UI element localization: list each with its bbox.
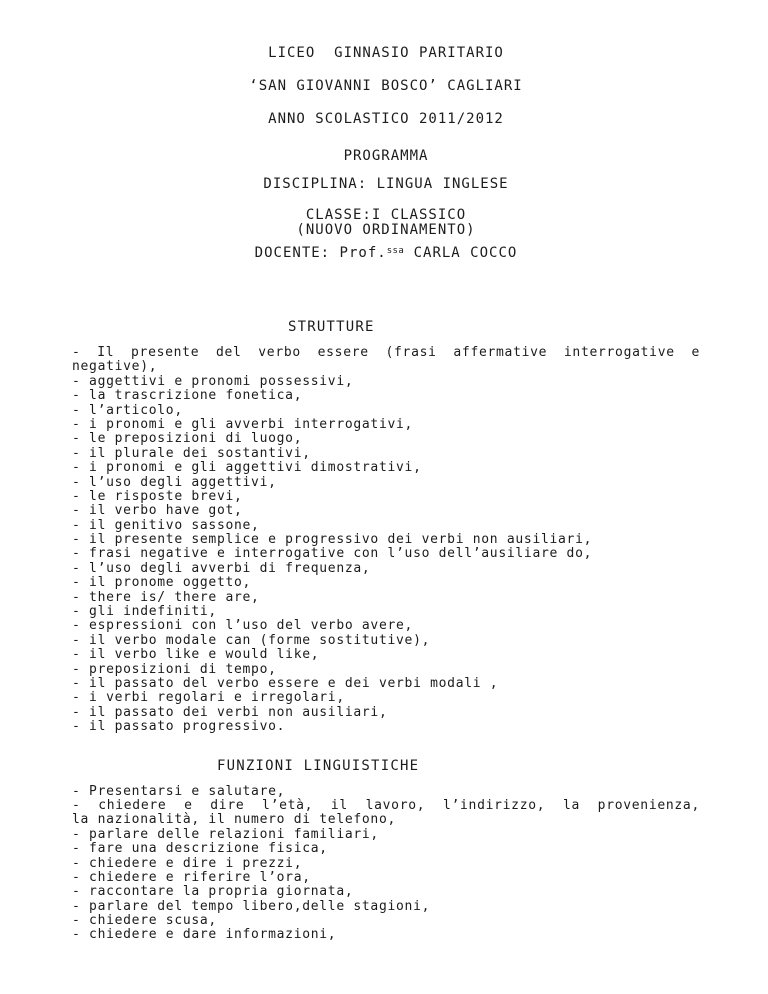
- text-line: - i verbi regolari e irregolari,: [72, 690, 345, 706]
- text-line: - il passato del verbo essere e dei verbi modali ,: [72, 675, 499, 691]
- text-line: - Presentarsi e salutare,: [72, 783, 286, 799]
- text-line: negative),: [72, 359, 158, 375]
- school-location: ‘SAN GIOVANNI BOSCO’ CAGLIARI: [249, 78, 523, 94]
- strutture-list: [72, 346, 700, 735]
- text-line: - i pronomi e gli avverbi interrogativi,: [72, 416, 414, 432]
- text-line: - gli indefiniti,: [72, 604, 217, 620]
- text-line: - la trascrizione fonetica,: [72, 388, 303, 404]
- text-line: - parlare delle relazioni familiari,: [72, 826, 379, 842]
- text-line: - raccontare la propria giornata,: [72, 884, 354, 900]
- text-line: - il verbo have got,: [72, 503, 243, 519]
- text-line: - frasi negative e interrogative con l’uso dell’ausiliare do,: [72, 546, 593, 562]
- text-line: - aggettivi e pronomi possessivi,: [72, 373, 354, 389]
- text-line: - chiedere e dire l’età, il lavoro, l’indirizzo, la provenienza,: [72, 797, 700, 813]
- text-line: - chiedere scusa,: [72, 913, 217, 929]
- text-line: - il passato progressivo.: [72, 719, 286, 735]
- text-line: - chiedere e dire i prezzi,: [72, 855, 303, 871]
- text-line: - le preposizioni di luogo,: [72, 431, 303, 447]
- subject-line: DISCIPLINA: LINGUA INGLESE: [263, 176, 509, 192]
- section-funzioni-linguistiche: [72, 759, 700, 943]
- teacher-title-superscript: ssa: [386, 246, 405, 256]
- text-line: - le risposte brevi,: [72, 488, 243, 504]
- section-strutture: [72, 320, 700, 735]
- text-line: - espressioni con l’uso del verbo avere,: [72, 618, 414, 634]
- text-line: - il passato dei verbi non ausiliari,: [72, 704, 388, 720]
- text-line: - l’articolo,: [72, 402, 183, 418]
- section-title-funzioni-linguistiche: FUNZIONI LINGUISTICHE: [217, 757, 420, 774]
- text-line: - l’uso degli avverbi di frequenza,: [72, 560, 371, 576]
- text-line: - il presente semplice e progressivo dei verbi non ausiliari,: [72, 532, 593, 548]
- teacher-name: CARLA COCCO: [404, 245, 518, 261]
- teacher-line: [72, 246, 700, 263]
- class-line: CLASSE:I CLASSICO: [305, 207, 467, 223]
- class-note: (NUOVO ORDINAMENTO): [296, 222, 476, 238]
- school-year: ANNO SCOLASTICO 2011/2012: [268, 111, 504, 127]
- text-line: - chiedere e dare informazioni,: [72, 927, 337, 943]
- text-line: - il pronome oggetto,: [72, 575, 252, 591]
- document-content: [72, 46, 700, 943]
- text-line: - fare una descrizione fisica,: [72, 841, 328, 857]
- school-name: LICEO GINNASIO PARITARIO: [268, 45, 504, 61]
- document-header: [72, 46, 700, 263]
- text-line: - there is/ there are,: [72, 589, 260, 605]
- text-line: - l’uso degli aggettivi,: [72, 474, 277, 490]
- text-line: - i pronomi e gli aggettivi dimostrativi,: [72, 460, 422, 476]
- teacher-prefix: DOCENTE: Prof.: [254, 245, 387, 261]
- text-line: - Il presente del verbo essere (frasi affermative interrogative e: [72, 345, 700, 360]
- program-title: PROGRAMMA: [343, 148, 429, 164]
- text-line: - parlare del tempo libero,delle stagioni,: [72, 898, 431, 914]
- text-line: - il verbo modale can (forme sostitutive),: [72, 632, 431, 648]
- text-line: - il genitivo sassone,: [72, 517, 260, 533]
- text-line: - preposizioni di tempo,: [72, 661, 277, 677]
- section-title-strutture: STRUTTURE: [288, 319, 375, 335]
- text-line: la nazionalità, il numero di telefono,: [72, 812, 397, 828]
- text-line: - il plurale dei sostantivi,: [72, 445, 311, 461]
- text-line: - il verbo like e would like,: [72, 647, 320, 663]
- funzioni-list: [72, 785, 700, 943]
- text-line: - chiedere e riferire l’ora,: [72, 869, 311, 885]
